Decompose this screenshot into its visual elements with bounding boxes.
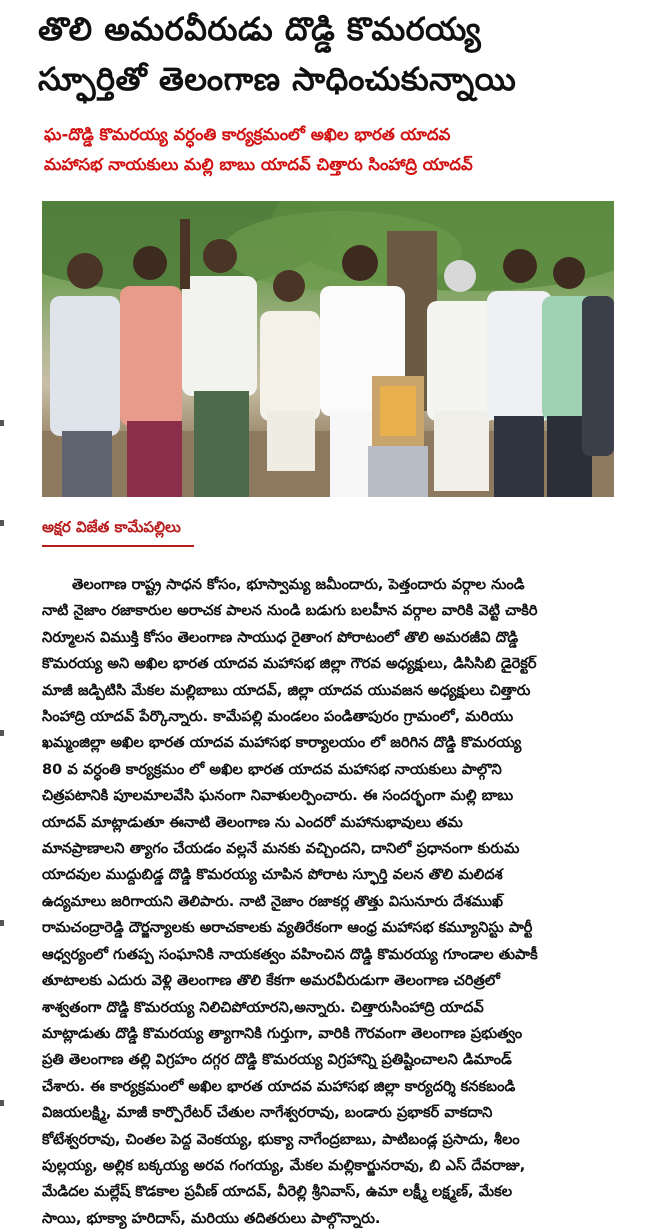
headline: [38, 4, 648, 104]
article-line: మేడిదల మల్లేష్ కొడకాల ప్రవీణ్ యాదవ్, వీరెల్లి శ్రీనివాస్, ఉమా లక్ష్మీ లక్ష్మణ్, మేకల: [42, 1183, 513, 1201]
subheadline-line-2: మహాసభ నాయకులు మల్లి బాబు యాదవ్ చిత్తారు సింహాద్రి యాదవ్: [44, 155, 473, 174]
article-line: చిత్రపటానికి పూలమాలవేసి ఘనంగా నివాళులర్పించారు. ఈ సందర్భంగా మల్లి బాబు: [42, 787, 514, 805]
article-line: ఖమ్మంజిల్లా అఖిల భారత యాదవ మహాసభ కార్యాలయం లో జరిగిన దొడ్డి కొమరయ్య: [42, 734, 522, 752]
headline-line-2: స్ఫూర్తితో తెలంగాణ సాధించుకున్నాయి: [38, 60, 517, 98]
article-line: నిర్మూలన విముక్తి కోసం తెలంగాణ సాయుధ రైతాంగ పోరాటంలో తొలి అమరజీవి దొడ్డి: [42, 628, 519, 646]
article-line: మానప్రాణాలని త్యాగం చేయడం వల్లనే మనకు వచ్చిందని, దానిలో ప్రధానంగా కురుమ: [42, 840, 520, 858]
news-photo: [42, 201, 614, 497]
article-line: సాయి, భూక్యా హరిదాస్, మరియు తదితరులు పాల్గొన్నారు.: [42, 1209, 381, 1227]
article-line: నాటి నైజాం రజాకారుల అరాచక పాలన నుండి బడుగు బలహీన వర్గాల వారికి వెట్టి చాకిరి: [42, 602, 538, 620]
article-body: [42, 572, 622, 1232]
article-line: యాదవుల ముద్దుబిడ్డ దొడ్డి కొమరయ్య చూపిన పోరాట స్ఫూర్తి వలన తొలి మలిదశ: [42, 866, 503, 884]
article-line: మాజీ జడ్పిటిసి మేకల మల్లిబాబు యాదవ్, జిల్లా యాదవ యువజన అధ్యక్షులు చిత్తారు: [42, 681, 531, 699]
article-line: ఉద్యమాలు జరిగాయని తెలిపారు. నాటి నైజాం రజాకర్ల తొత్తు విసునూరు దేశముఖ్: [42, 892, 504, 910]
article-line: ఆధ్వర్యంలో గుతప్ప సంఘానికి నాయకత్వం వహించిన దొడ్డి కొమరయ్య గూండాల తుపాకీ: [42, 945, 538, 963]
article-line: శాశ్వతంగా దొడ్డి కొమరయ్య నిలిచిపోయారని,అన్నారు. చిత్తారుసింహాద్రి యాదవ్: [42, 998, 484, 1016]
group-photo-icon: [42, 201, 614, 497]
article-line: విజయలక్ష్మి, మాజీ కార్పొరేటర్ చేతుల నాగేశ్వరరావు, బండారు ప్రభాకర్ వాకదాని: [42, 1104, 493, 1122]
article-line: 80 వ వర్ధంతి కార్యక్రమం లో అఖిల భారత యాదవ మహాసభ నాయకులు పాల్గొని: [42, 760, 502, 778]
article-line: పుల్లయ్య, అల్లిక బక్కయ్య అరవ గంగయ్య, మేకల మల్లికార్జునరావు, బి ఎస్ దేవరాజు,: [42, 1156, 526, 1174]
scan-edge-marks: [0, 400, 5, 1200]
headline-line-1: తొలి అమరవీరుడు దొడ్డి కొమరయ్య: [38, 10, 482, 48]
subheadline: [44, 120, 644, 180]
article-line: మాట్లాడుతు దొడ్డి కొమరయ్య త్యాగానికి గుర్తుగా, వారికి గౌరవంగా తెలంగాణ ప్రభుత్వం: [42, 1024, 523, 1042]
byline: అక్షర విజేత కామేపల్లిలు: [42, 518, 181, 536]
article-line: కొమరయ్య అని అఖిల భారత యాదవ మహాసభ జిల్లా గౌరవ అధ్యక్షులు, డిసిసిబి డైరెక్టర్: [42, 655, 537, 673]
article-line: రామచంద్రారెడ్డి దౌర్జన్యాలకు అరాచకాలకు వ్యతిరేకంగా ఆంధ్ర మహాసభ కమ్యూనిస్టు పార్టీ: [42, 919, 533, 937]
article-line: కోటేశ్వరరావు, చింతల పెద్ద వెంకయ్య, భుక్యా నాగేంద్రబాబు, పాటిబండ్ల ప్రసాదు, శీలం: [42, 1130, 520, 1148]
subheadline-line-1: ఘ-దొడ్డి కొమరయ్య వర్ధంతి కార్యక్రమంలో అఖిల భారత యాదవ: [44, 125, 451, 144]
article-line: ప్రతి తెలంగాణ తల్లి విగ్రహం దగ్గర దొడ్డి కొమరయ్య విగ్రహాన్ని ప్రతిష్టించాలని డిమాండ్: [42, 1051, 512, 1069]
byline-underline: [42, 545, 194, 547]
article-line: సింహాద్రి యాదవ్ పేర్కొన్నారు. కామేపల్లి మండలం పండితాపురం గ్రామంలో, మరియు: [42, 708, 514, 726]
article-line: తూటాలకు ఎదురు వెళ్లి తెలంగాణ తొలి కేకగా అమరవీరుడుగా తెలంగాణ చరిత్రలో: [42, 972, 500, 990]
article-line: యాదవ్ మాట్లాడుతూ ఈనాటి తెలంగాణ ను ఎందరో మహానుభావులు తమ: [42, 813, 463, 831]
article-line: చేశారు. ఈ కార్యక్రమంలో అఖిల భారత యాదవ మహాసభ జిల్లా కార్యదర్శి కనకబండి: [42, 1077, 516, 1095]
article-line: తెలంగాణ రాష్ట్ర సాధన కోసం, భూస్వామ్య జమీందారు, పెత్తందారు వర్గాల నుండి: [72, 576, 525, 593]
